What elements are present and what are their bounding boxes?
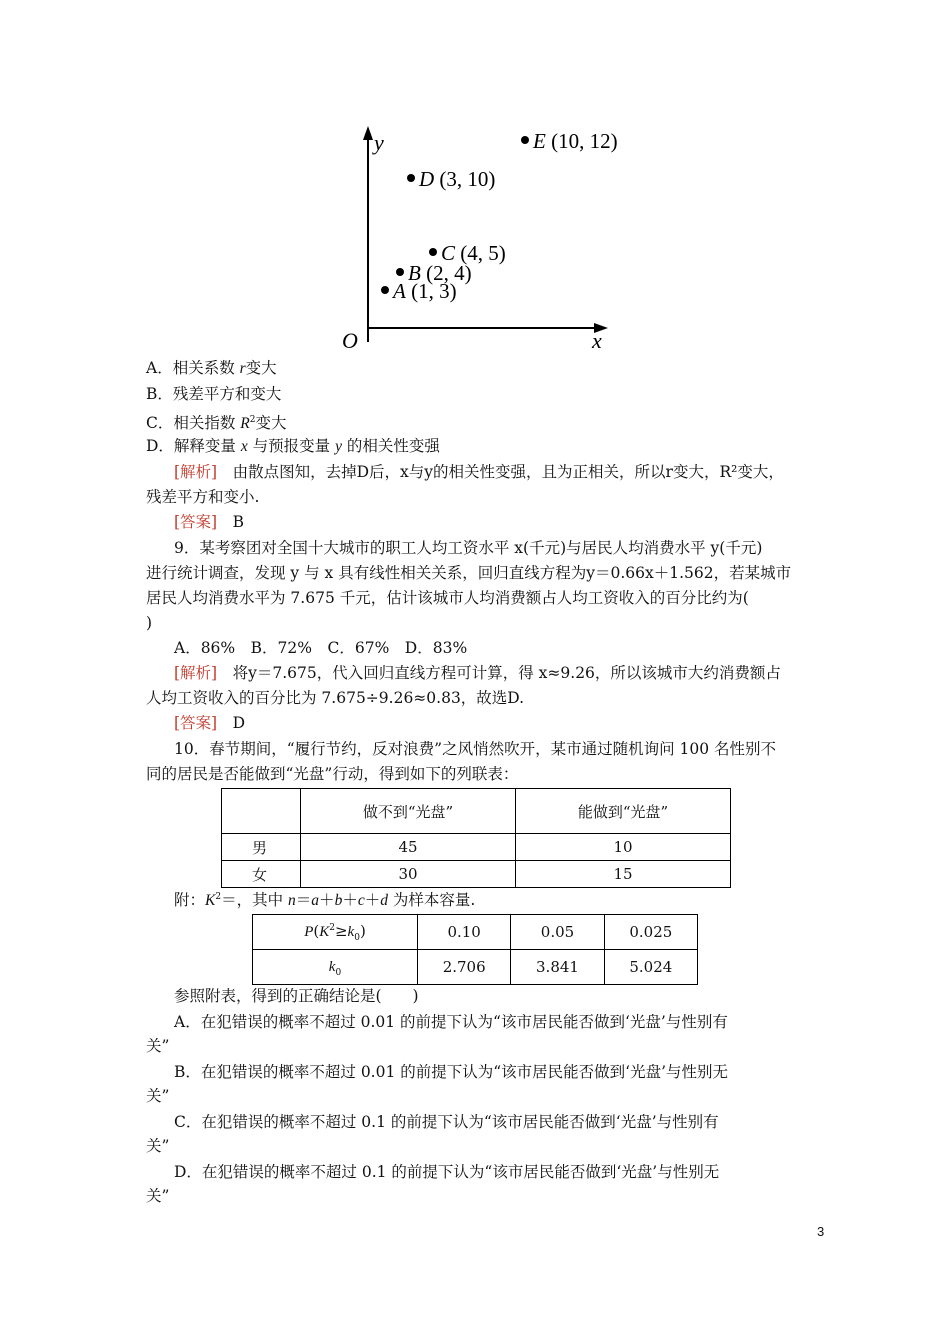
x-axis-label: x (592, 328, 602, 353)
option-c: C．相关指数 $R^2$变大 (146, 414, 287, 433)
table-header: 做不到“光盘” (301, 789, 516, 834)
point-group (381, 129, 618, 303)
q10-line-1: 10．春节期间，“履行节约，反对浪费”之风悄然吹开，某市通过随机询问 100 名性别不 (174, 740, 777, 758)
appendix-note: 附：$K^2=$，其中 n＝a＋b＋c＋d 为样本容量. (174, 891, 476, 910)
y-axis-label: y (374, 130, 384, 155)
q9-line-4: ) (146, 614, 153, 632)
q10-option-c: C．在犯错误的概率不超过 0.1 的前提下认为“该市居民能否做到‘光盘’与性别有 (174, 1113, 719, 1131)
option-b: B．残差平方和变大 (146, 385, 282, 403)
q8-analysis-cont: 残差平方和变小. (146, 488, 260, 506)
q9-line-2: 进行统计调查，发现 y 与 x 具有线性相关关系，回归直线方程为y＝0.66x＋1.562，若某城市 (146, 564, 792, 582)
page-number: 3 (817, 1224, 825, 1239)
y-axis-arrow (363, 126, 373, 140)
q10-option-b: B．在犯错误的概率不超过 0.01 的前提下认为“该市居民能否做到‘光盘’与性别无 (174, 1063, 729, 1081)
q9-analysis-cont: 人均工资收入的百分比为 7.675÷9.26≈0.83，故选D. (146, 689, 525, 707)
point-label-e: E (10, 12) (533, 129, 618, 153)
table-corner (222, 789, 301, 834)
point-e (521, 136, 529, 144)
point-label-b: B (2, 4) (408, 261, 472, 285)
option-d: D．解释变量 x 与预报变量 y 的相关性变强 (146, 437, 440, 455)
point-b (396, 268, 404, 276)
q9-line-3: 居民人均消费水平为 7.675 千元，估计该城市人均消费额占人均工资收入的百分比约为( (146, 589, 749, 607)
q9-options: A．86% B．72% C．67% D．83% (174, 639, 468, 657)
point-d (407, 174, 415, 182)
critical-value-table (252, 914, 698, 985)
point-label-a: A (1, 3) (393, 279, 457, 303)
q9-line-1: 9．某考察团对全国十大城市的职工人均工资水平 x(千元)与居民人均消费水平 y(千元) (174, 539, 763, 557)
q10-option-c-cont: 关” (146, 1137, 170, 1155)
q8-answer: [答案] B (174, 513, 245, 531)
table-row: $k_0$ 2.706 3.841 5.024 (253, 950, 698, 985)
point-c (429, 248, 437, 256)
q10-option-d-cont: 关” (146, 1187, 170, 1205)
q9-answer: [答案] D (174, 714, 246, 732)
origin-label: O (342, 328, 358, 353)
q9-analysis: [解析] 将y＝7.675，代入回归直线方程可计算，得 x≈9.26，所以该城市大约消费额占 (174, 664, 781, 682)
table-header: $P(K^2\ge k_0)$ (253, 915, 418, 950)
contingency-table (221, 788, 731, 888)
point-label-c: C (4, 5) (441, 241, 506, 265)
scatter-plot (330, 120, 630, 360)
q10-option-a: A．在犯错误的概率不超过 0.01 的前提下认为“该市居民能否做到‘光盘’与性别有 (174, 1013, 728, 1031)
option-a: A．相关系数 r变大 (146, 359, 277, 377)
q8-analysis: [解析] 由散点图知，去掉D后，x与y的相关性变强，且为正相关，所以r变大，R²变大， (174, 463, 784, 481)
q10-option-b-cont: 关” (146, 1087, 170, 1105)
table-header: $k_0$ (253, 950, 418, 985)
point-a (381, 286, 389, 294)
q10-option-a-cont: 关” (146, 1037, 170, 1055)
table-row: 男 45 10 (222, 834, 731, 861)
table-row: $P(K^2\ge k_0)$ 0.10 0.05 0.025 (253, 915, 698, 950)
table-row: 女 30 15 (222, 861, 731, 888)
q10-option-d: D．在犯错误的概率不超过 0.1 的前提下认为“该市居民能否做到‘光盘’与性别无 (174, 1163, 720, 1181)
point-label-d: D (3, 10) (419, 167, 496, 191)
table-header: 能做到“光盘” (516, 789, 731, 834)
q10-line-2: 同的居民是否能做到“光盘”行动，得到如下的列联表： (146, 765, 519, 783)
q10-prompt: 参照附表，得到的正确结论是( ) (174, 987, 419, 1005)
